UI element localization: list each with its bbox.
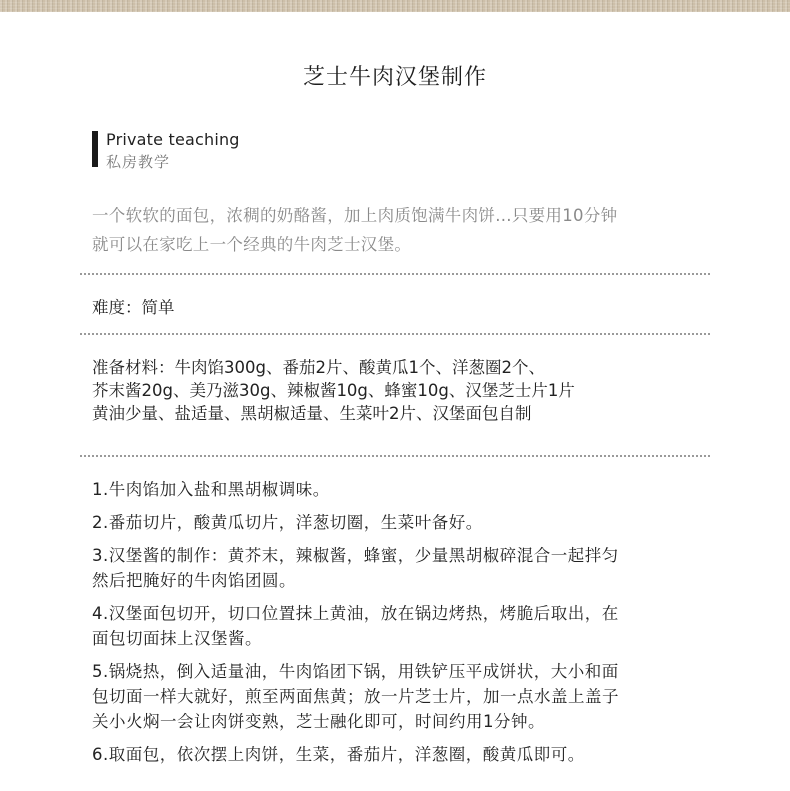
step-item bbox=[92, 601, 722, 651]
materials-line: 芥末酱20g、美乃滋30g、辣椒酱10g、蜂蜜10g、汉堡芝士片1片 bbox=[92, 381, 575, 400]
materials-line: 黄油少量、盐适量、黑胡椒适量、生菜叶2片、汉堡面包自制 bbox=[92, 404, 532, 423]
steps-list bbox=[92, 477, 722, 775]
materials-line: 准备材料：牛肉馅300g、番茄2片、酸黄瓜1个、洋葱圈2个、 bbox=[92, 358, 545, 377]
step-line: 5.锅烧热，倒入适量油，牛肉馅团下锅，用铁铲压平成饼状，大小和面 bbox=[92, 662, 619, 681]
section-marker-bar bbox=[92, 131, 98, 167]
dotted-divider bbox=[80, 455, 710, 457]
step-item bbox=[92, 742, 722, 767]
step-line: 2.番茄切片，酸黄瓜切片，洋葱切圈，生菜叶备好。 bbox=[92, 513, 483, 532]
step-item bbox=[92, 510, 722, 535]
step-item bbox=[92, 543, 722, 593]
step-line: 包切面一样大就好，煎至两面焦黄；放一片芝士片，加一点水盖上盖子 bbox=[92, 687, 619, 706]
intro-paragraph bbox=[92, 201, 732, 259]
step-item bbox=[92, 477, 722, 502]
step-line: 1.牛肉馅加入盐和黑胡椒调味。 bbox=[92, 480, 330, 499]
dotted-divider bbox=[80, 333, 710, 335]
section-label-chinese: 私房教学 bbox=[106, 153, 171, 171]
step-line: 面包切面抹上汉堡酱。 bbox=[92, 629, 262, 648]
linen-texture-banner bbox=[0, 0, 790, 12]
intro-line: 就可以在家吃上一个经典的牛肉芝士汉堡。 bbox=[92, 235, 412, 254]
step-line: 3.汉堡酱的制作：黄芥末，辣椒酱，蜂蜜，少量黑胡椒碎混合一起拌匀 bbox=[92, 546, 619, 565]
step-line: 关小火焖一会让肉饼变熟，芝士融化即可，时间约用1分钟。 bbox=[92, 712, 545, 731]
difficulty-text: 难度：简单 bbox=[92, 298, 175, 317]
step-line: 6.取面包，依次摆上肉饼，生菜，番茄片，洋葱圈，酸黄瓜即可。 bbox=[92, 745, 585, 764]
step-line: 然后把腌好的牛肉馅团圆。 bbox=[92, 571, 296, 590]
section-label-english: Private teaching bbox=[106, 130, 240, 149]
intro-line: 一个软软的面包，浓稠的奶酪酱，加上肉质饱满牛肉饼...只要用10分钟 bbox=[92, 206, 618, 225]
dotted-divider bbox=[80, 273, 710, 275]
materials-list bbox=[92, 356, 732, 425]
step-item bbox=[92, 659, 722, 734]
step-line: 4.汉堡面包切开，切口位置抹上黄油，放在锅边烤热，烤脆后取出，在 bbox=[92, 604, 619, 623]
page-title: 芝士牛肉汉堡制作 bbox=[302, 65, 487, 90]
